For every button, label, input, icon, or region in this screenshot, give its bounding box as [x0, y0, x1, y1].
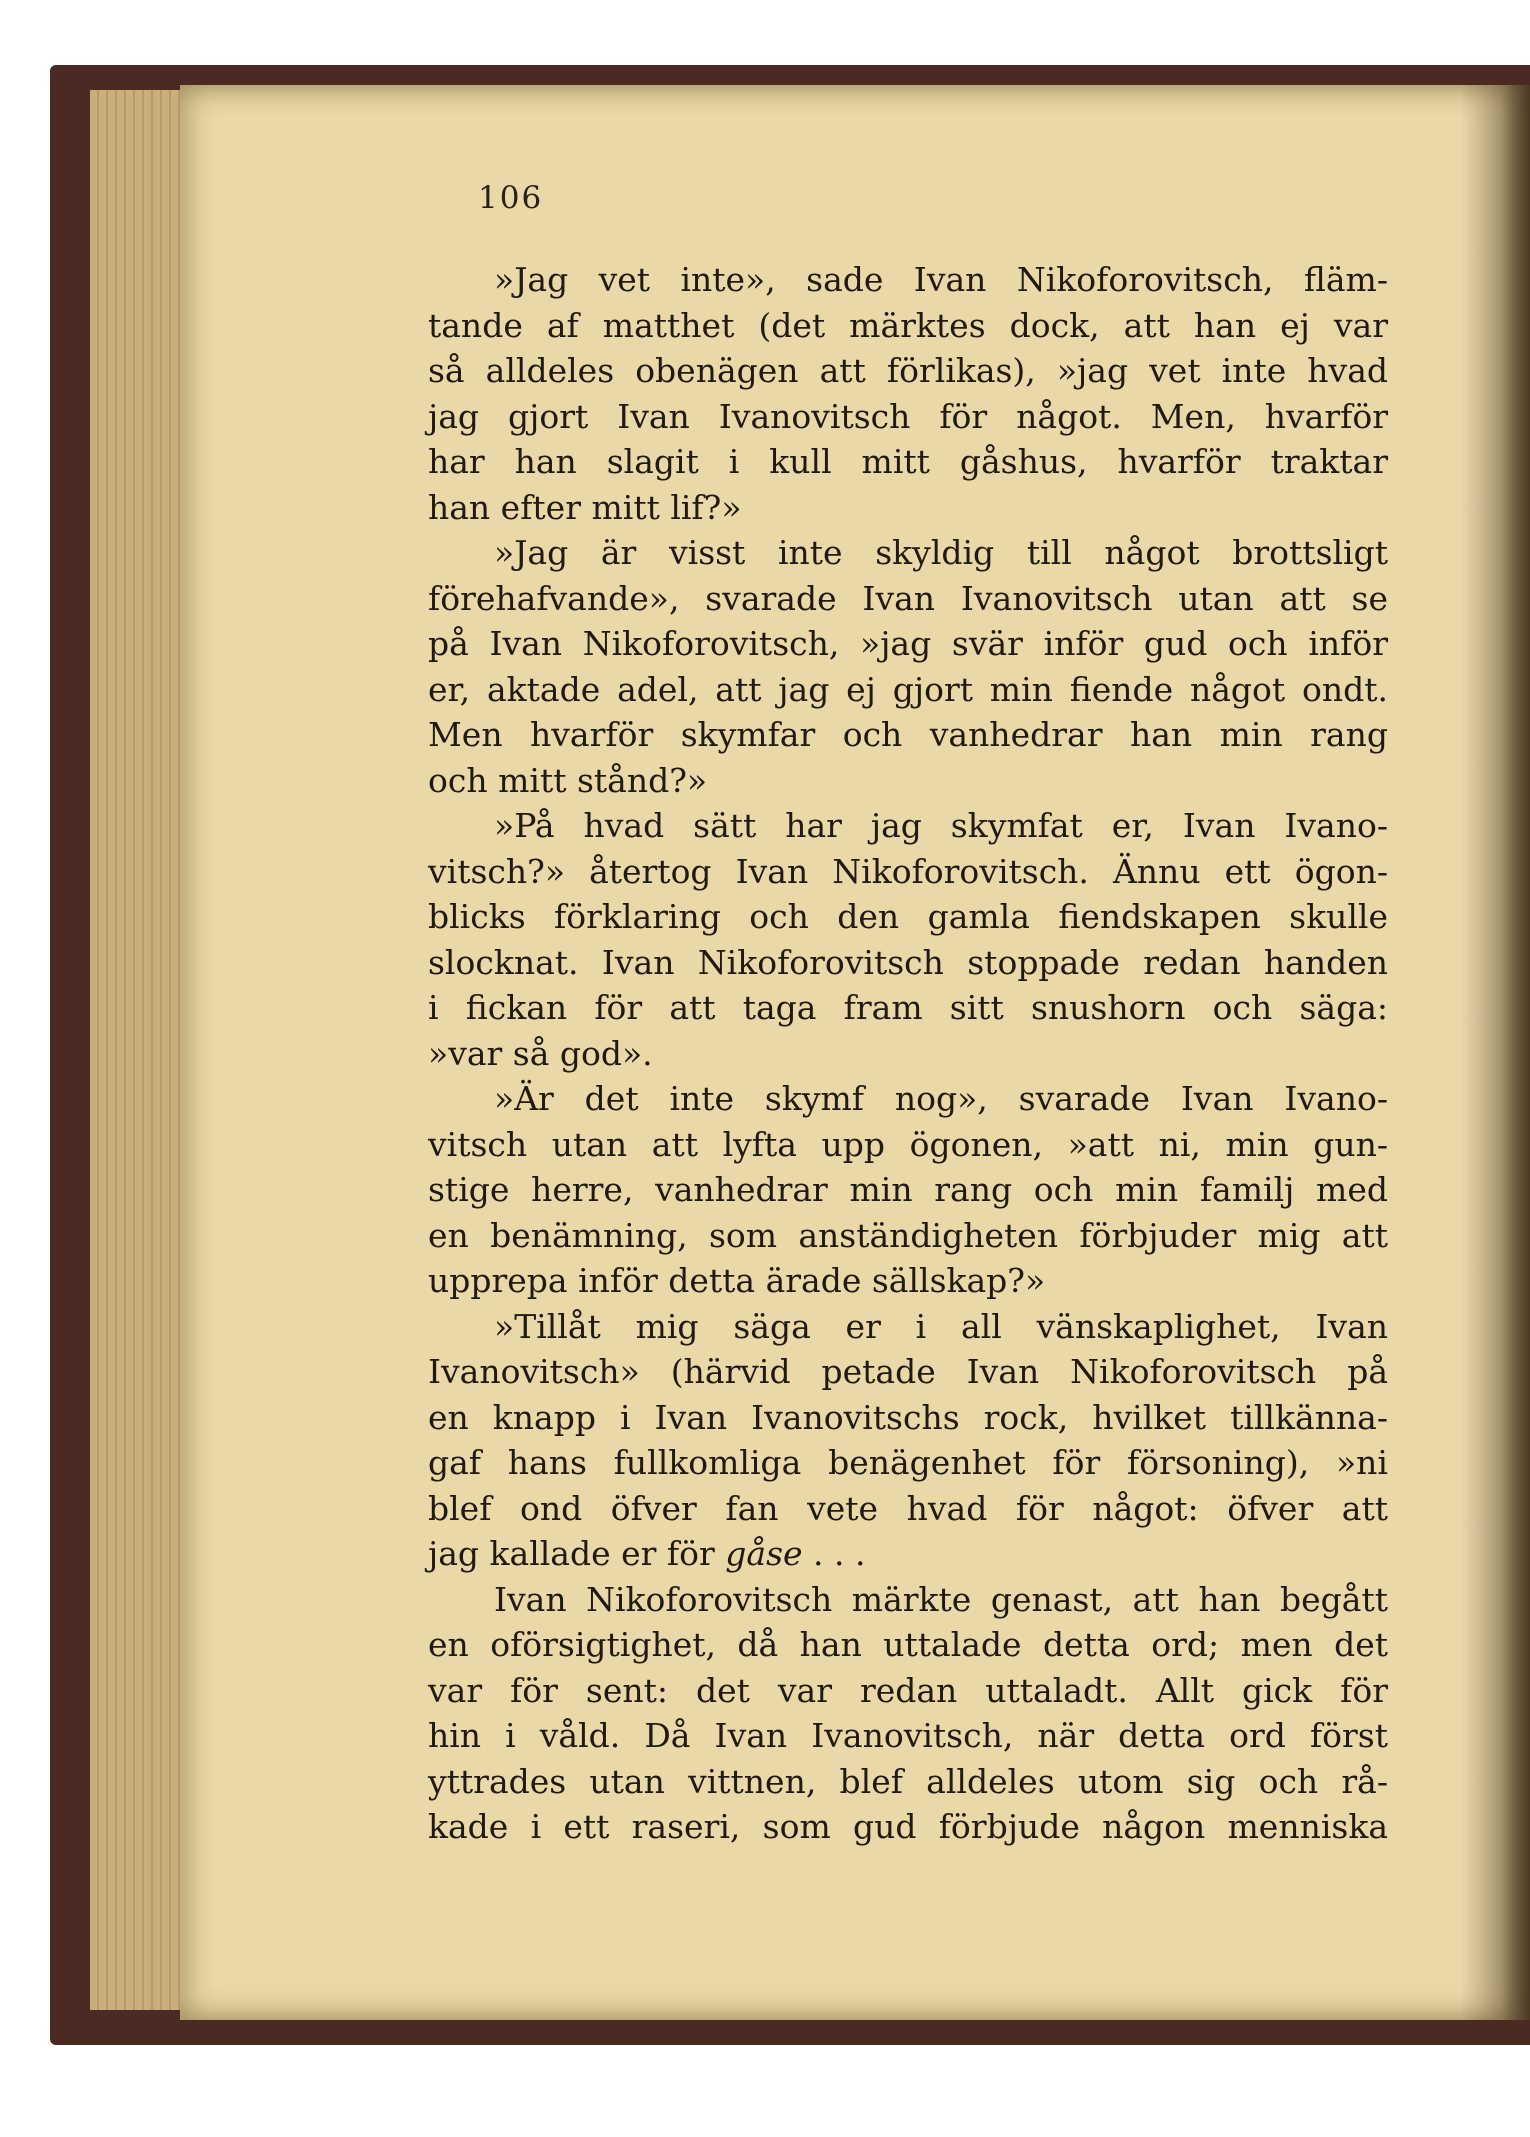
text-line-content: en oförsigtighet, då han uttalade detta ord; men det	[428, 1625, 1388, 1664]
text-line-content: »På hvad sätt har jag skymfat er, Ivan Ivano-	[494, 806, 1388, 845]
text-line-content: så alldeles obenägen att förlikas), »jag vet inte hvad	[428, 351, 1388, 390]
text-line	[428, 940, 1388, 986]
text-line-content: tande af matthet (det märktes dock, att han ej var	[428, 305, 1388, 345]
text-line-content: Ivanovitsch» (härvid petade Ivan Nikoforovitsch på	[428, 1352, 1388, 1391]
text-line	[428, 1622, 1388, 1668]
text-line-content: »var så god».	[428, 1033, 653, 1073]
text-line-content: »Jag vet inte», sade Ivan Nikoforovitsch, fläm-	[494, 260, 1388, 299]
text-line-content: hin i våld. Då Ivan Ivanovitsch, när detta ord först	[428, 1716, 1388, 1755]
text-line	[428, 257, 1388, 303]
text-line	[428, 894, 1388, 940]
text-line	[428, 1486, 1388, 1532]
text-line-content: upprepa inför detta ärade sällskap?»	[428, 1261, 1046, 1300]
text-line-content: han efter mitt lif?»	[428, 487, 742, 527]
text-line-content: har han slagit i kull mitt gåshus, hvarför traktar	[428, 442, 1388, 481]
text-line	[428, 758, 1388, 804]
text-line	[428, 1804, 1388, 1850]
text-line-content: en benämning, som anständigheten förbjuder mig att	[428, 1215, 1388, 1255]
text-line-content: jag kallade er för	[428, 1534, 715, 1573]
text-line	[428, 1031, 1388, 1077]
text-line	[428, 1713, 1388, 1759]
text-line	[428, 439, 1388, 485]
text-line	[428, 1076, 1388, 1122]
body-text	[428, 257, 1388, 1850]
text-line	[428, 1531, 1388, 1577]
text-line	[428, 621, 1388, 667]
text-line	[428, 303, 1388, 349]
text-line-content: »Tillåt mig säga er i all vänskaplighet, Ivan	[494, 1306, 1388, 1346]
text-line-content: jag gjort Ivan Ivanovitsch för något. Men, hvarför	[428, 396, 1388, 436]
text-line-content: kade i ett raseri, som gud förbjude någon menniska	[428, 1807, 1388, 1846]
text-line-content: på Ivan Nikoforovitsch, »jag svär inför gud och inför	[428, 624, 1388, 663]
text-line-content: blef ond öfver fan vete hvad för något: öfver att	[428, 1488, 1388, 1528]
text-line-content: förehafvande», svarade Ivan Ivanovitsch utan att se	[428, 578, 1388, 618]
text-line	[428, 1122, 1388, 1168]
text-line	[428, 576, 1388, 622]
text-line	[428, 1395, 1388, 1441]
text-line-content: en knapp i Ivan Ivanovitschs rock, hvilket tillkänna-	[428, 1397, 1388, 1437]
text-line-content: er, aktade adel, att jag ej gjort min fiende något ondt.	[428, 669, 1388, 709]
text-line	[428, 1440, 1388, 1486]
text-line-content: vitsch utan att lyfta upp ögonen, »att ni, min gun-	[428, 1124, 1388, 1164]
text-line	[428, 1213, 1388, 1259]
text-line-content: gaf hans fullkomliga benägenhet för försoning), »ni	[428, 1443, 1388, 1482]
text-line-content: i fickan för att taga fram sitt snushorn och säga:	[428, 988, 1388, 1027]
text-line-content: och mitt stånd?»	[428, 760, 708, 800]
page-gutter	[1460, 85, 1530, 2020]
text-line	[428, 985, 1388, 1031]
text-line-content: »Jag är visst inte skyldig till något brottsligt	[494, 533, 1388, 572]
text-line	[428, 1759, 1388, 1805]
text-line-content: yttrades utan vittnen, blef alldeles utom sig och rå-	[428, 1761, 1388, 1801]
text-line-content: slocknat. Ivan Nikoforovitsch stoppade redan handen	[428, 942, 1388, 982]
text-line-content: Ivan Nikoforovitsch märkte genast, att han begått	[494, 1579, 1388, 1619]
text-line-content: Men hvarför skymfar och vanhedrar han min rang	[428, 715, 1388, 754]
text-line	[428, 530, 1388, 576]
trailing-text: . . .	[802, 1534, 866, 1573]
text-line-content: vitsch?» återtog Ivan Nikoforovitsch. Ännu ett ögon-	[428, 851, 1388, 891]
text-line	[428, 667, 1388, 713]
text-line	[428, 849, 1388, 895]
text-line-content: »Är det inte skymf nog», svarade Ivan Ivano-	[494, 1079, 1388, 1118]
page-number: 106	[478, 180, 544, 216]
text-line	[428, 348, 1388, 394]
text-line	[428, 1258, 1388, 1304]
text-line-content: var för sent: det var redan uttaladt. Allt gick för	[428, 1670, 1388, 1710]
text-line	[428, 1304, 1388, 1350]
text-line-content: blicks förklaring och den gamla fiendskapen skulle	[428, 897, 1388, 936]
text-line	[428, 1577, 1388, 1623]
italic-word: gåse	[725, 1534, 803, 1573]
text-line	[428, 712, 1388, 758]
text-line	[428, 1167, 1388, 1213]
text-line	[428, 1668, 1388, 1714]
text-line	[428, 485, 1388, 531]
text-line	[428, 1349, 1388, 1395]
text-line-content: stige herre, vanhedrar min rang och min familj med	[428, 1170, 1388, 1209]
text-line	[428, 394, 1388, 440]
text-line	[428, 803, 1388, 849]
